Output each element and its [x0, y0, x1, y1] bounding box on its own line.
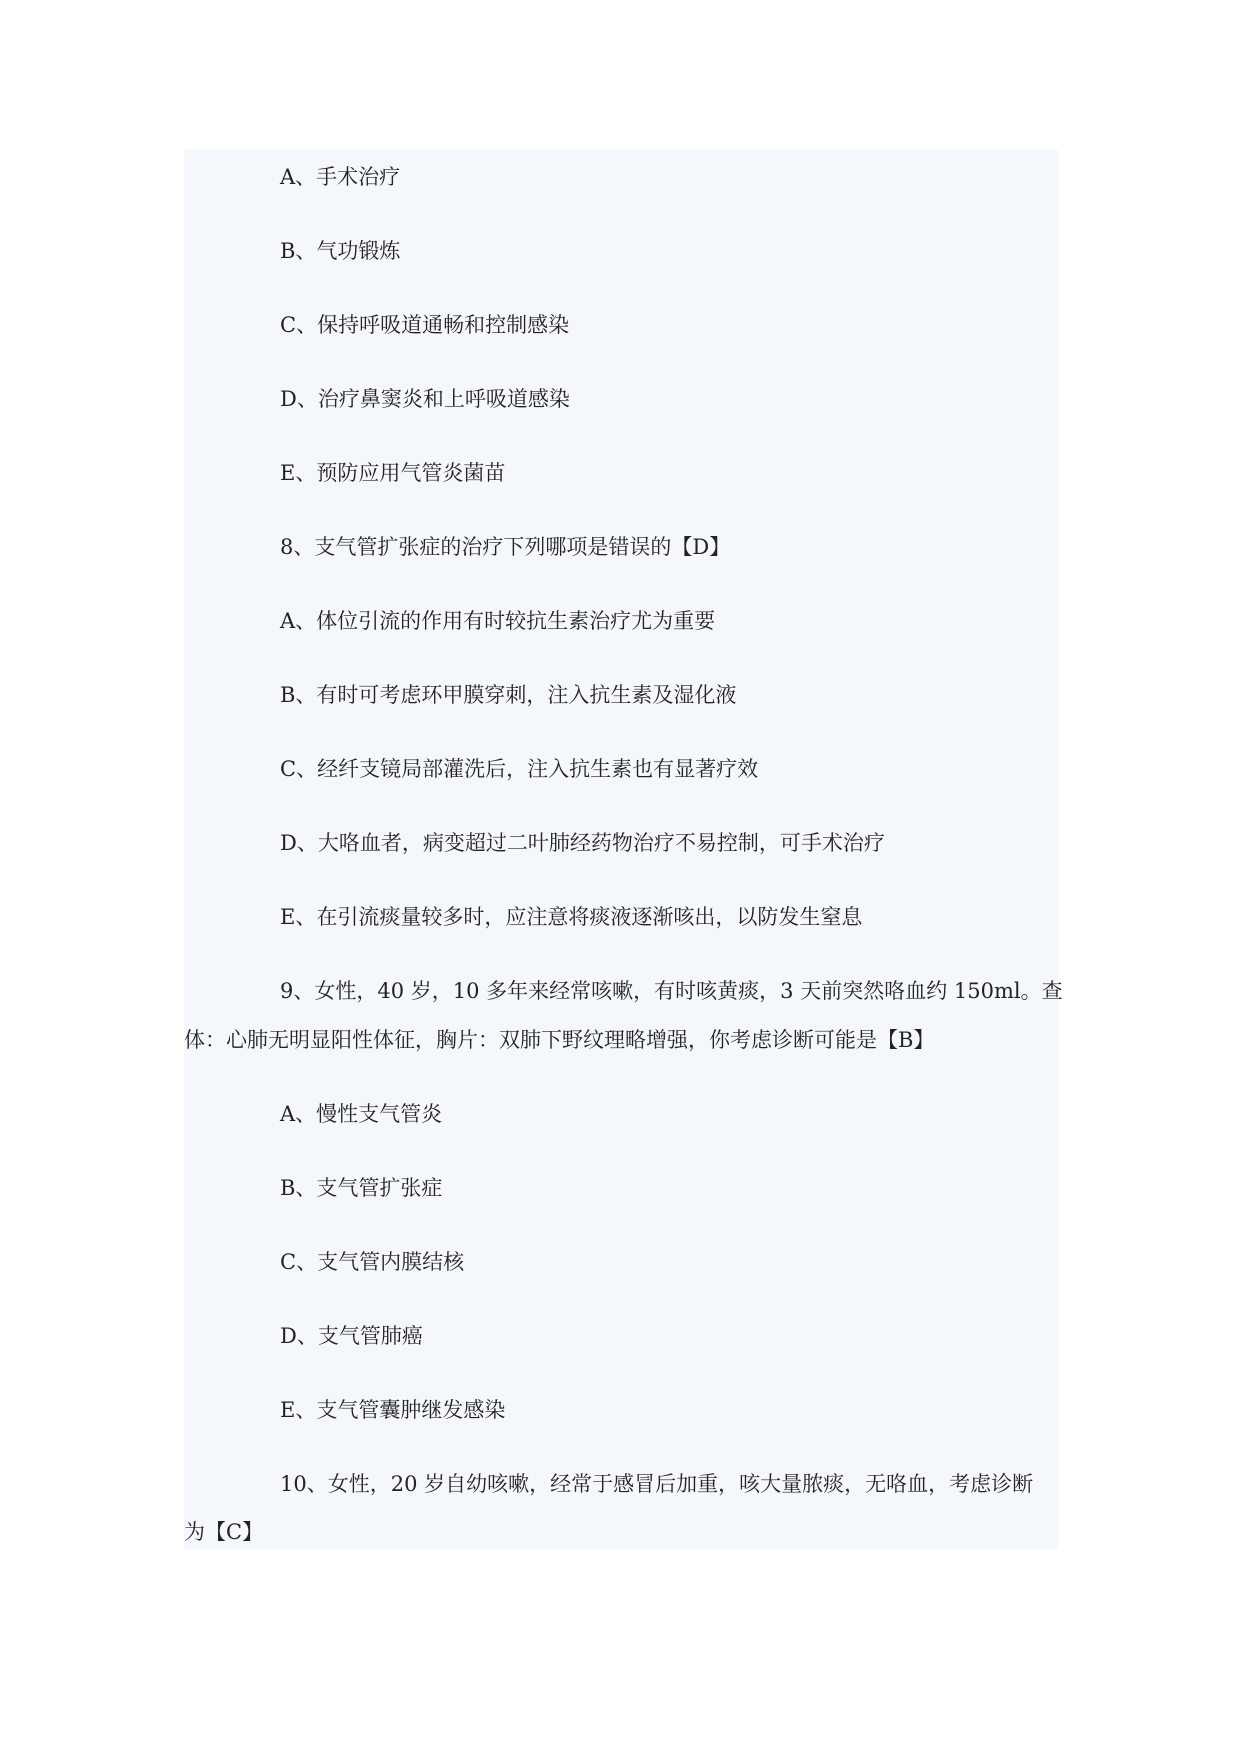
- q9-question-line2: 体：心肺无明显阳性体征，胸片：双肺下野纹理略增强，你考虑诊断可能是【B】: [184, 1028, 935, 1052]
- q7-option-b: B、气功锻炼: [280, 239, 401, 263]
- q8-option-d: D、大咯血者，病变超过二叶肺经药物治疗不易控制，可手术治疗: [280, 831, 885, 855]
- document-content: [184, 150, 1063, 1550]
- q8-option-c: C、经纤支镜局部灌洗后，注入抗生素也有显著疗效: [280, 757, 759, 781]
- q8-question: 8、支气管扩张症的治疗下列哪项是错误的【D】: [280, 535, 731, 559]
- q10-question-line2: 为【C】: [184, 1520, 264, 1544]
- q9-option-e: E、支气管囊肿继发感染: [280, 1398, 506, 1422]
- q10-question-line1: 10、女性，20 岁自幼咳嗽，经常于感冒后加重，咳大量脓痰，无咯血，考虑诊断: [280, 1472, 1034, 1496]
- q9-question-line1: 9、女性，40 岁，10 多年来经常咳嗽，有时咳黄痰，3 天前突然咯血约 150ml。查: [280, 979, 1063, 1003]
- q8-option-a: A、体位引流的作用有时较抗生素治疗尤为重要: [280, 609, 716, 633]
- q8-option-b: B、有时可考虑环甲膜穿刺，注入抗生素及湿化液: [280, 683, 737, 707]
- q7-option-c: C、保持呼吸道通畅和控制感染: [280, 313, 570, 337]
- q9-option-b: B、支气管扩张症: [280, 1176, 443, 1200]
- q7-option-a: A、手术治疗: [280, 165, 401, 189]
- q8-option-e: E、在引流痰量较多时，应注意将痰液逐渐咳出，以防发生窒息: [280, 905, 863, 929]
- q7-option-e: E、预防应用气管炎菌苗: [280, 461, 506, 485]
- q9-option-c: C、支气管内膜结核: [280, 1250, 465, 1274]
- q7-option-d: D、治疗鼻窦炎和上呼吸道感染: [280, 387, 570, 411]
- q9-option-d: D、支气管肺癌: [280, 1324, 423, 1348]
- q9-option-a: A、慢性支气管炎: [280, 1102, 443, 1126]
